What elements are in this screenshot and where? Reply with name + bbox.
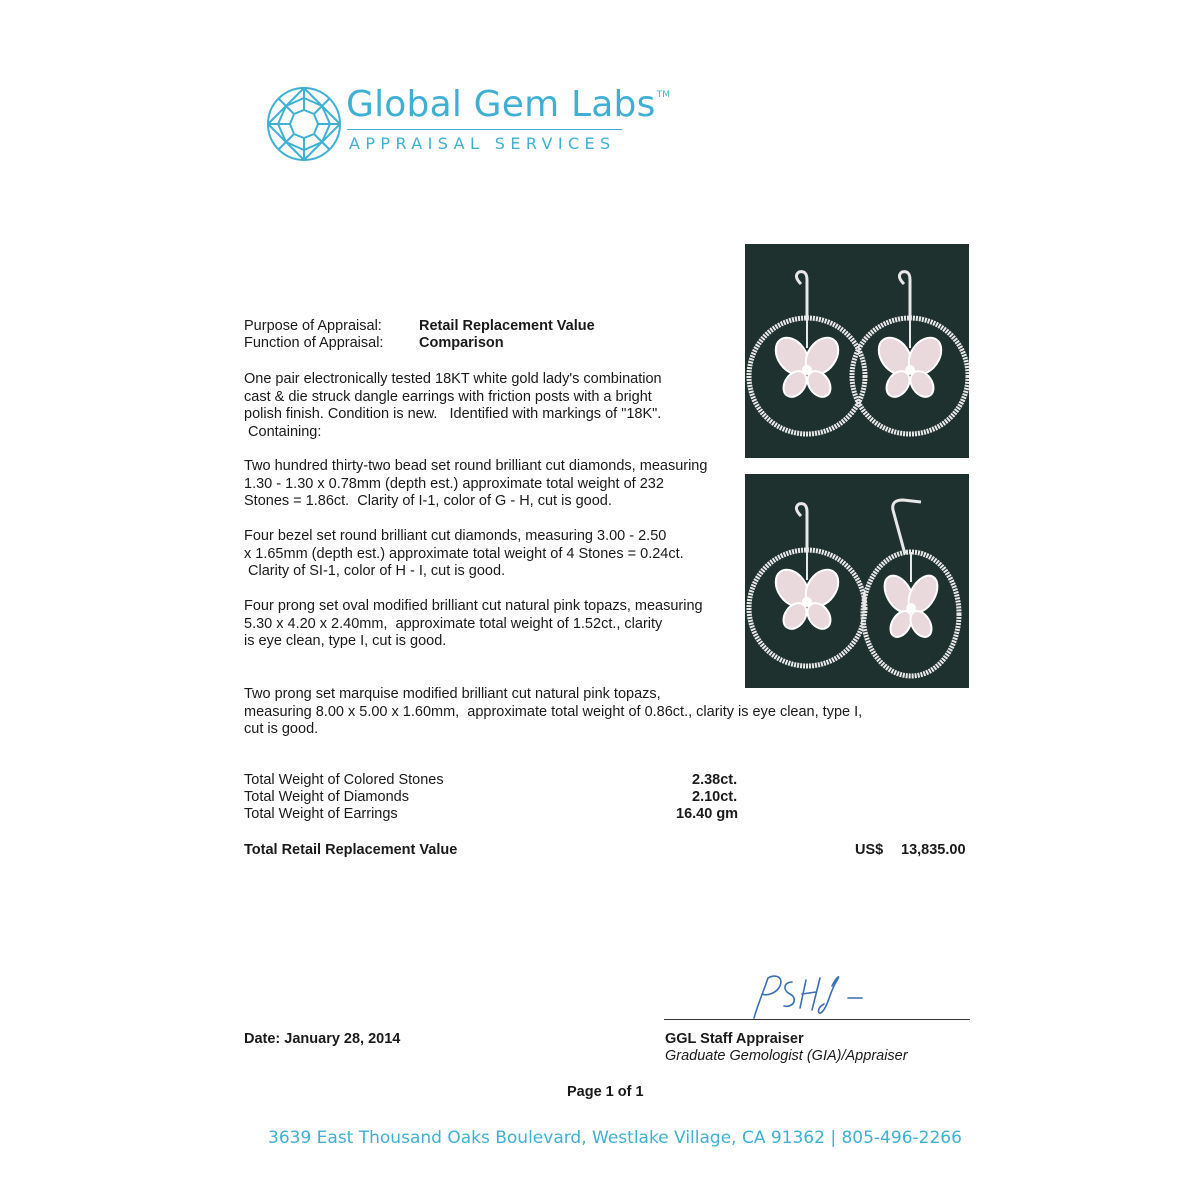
- gem-logo-icon: [266, 86, 342, 162]
- stone-paragraph-3: Four prong set oval modified brilliant cut natural pink topazs, measuring 5.30 x 4.20 x 2.40mm, approximate total weight of 1.52ct., clarity is eye clean, type I, cut is good.: [244, 598, 703, 649]
- total-value-colored-stones: 2.38ct.: [692, 772, 738, 788]
- purpose-label: Purpose of Appraisal:: [244, 318, 382, 334]
- earrings-photo-front: [745, 244, 969, 458]
- earrings-photo-side: [745, 474, 969, 688]
- stone-paragraph-2: Four bezel set round brilliant cut diamonds, measuring 3.00 - 2.50 x 1.65mm (depth est.) approximate total weight of 4 Stones = 0.24ct. Clarity of SI-1, color of H - I, cut is good.: [244, 528, 684, 579]
- stone-paragraph-1: Two hundred thirty-two bead set round brilliant cut diamonds, measuring 1.30 - 1.30 x 0.78mm (depth est.) approximate total weight of 232 Stones = 1.86ct. Clarity of I-1, color of G - H, cut is good.: [244, 458, 708, 509]
- brand-divider: [347, 129, 622, 130]
- stone-paragraph-4: Two prong set marquise modified brilliant cut natural pink topazs, measuring 8.00 x 5.00 x 1.60mm, approximate total weight of 0.86ct., clarity is eye clean, type I, cut is good.: [244, 686, 863, 737]
- purpose-value: Retail Replacement Value: [419, 318, 595, 334]
- retail-total-currency: US$: [855, 842, 884, 858]
- appraiser-title: GGL Staff Appraiser: [665, 1031, 804, 1047]
- brand-subtitle: APPRAISAL SERVICES: [349, 134, 616, 153]
- footer-address: 3639 East Thousand Oaks Boulevard, Westlake Village, CA 91362 | 805-496-2266: [268, 1128, 962, 1148]
- appraiser-credential: Graduate Gemologist (GIA)/Appraiser: [665, 1048, 908, 1064]
- trademark: TM: [656, 90, 671, 100]
- total-label-diamonds: Total Weight of Diamonds: [244, 789, 409, 805]
- function-value: Comparison: [419, 335, 504, 351]
- appraiser-signature: [740, 968, 870, 1020]
- total-label-earrings: Total Weight of Earrings: [244, 806, 398, 822]
- total-value-earrings: 16.40 gm: [676, 806, 739, 822]
- appraisal-date: Date: January 28, 2014: [244, 1031, 401, 1047]
- total-label-colored-stones: Total Weight of Colored Stones: [244, 772, 444, 788]
- brand-name: Global Gem Labs™: [346, 84, 671, 125]
- retail-total-label: Total Retail Replacement Value: [244, 842, 458, 858]
- function-label: Function of Appraisal:: [244, 335, 384, 351]
- page-number: Page 1 of 1: [567, 1084, 644, 1100]
- retail-total-amount: 13,835.00: [901, 842, 966, 858]
- total-value-diamonds: 2.10ct.: [692, 789, 738, 805]
- signature-line: [664, 1019, 970, 1020]
- item-description: One pair electronically tested 18KT white gold lady's combination cast & die struck dangle earrings with friction posts with a bright polish finish. Condition is new. Identified with markings of "18K". Containing:: [244, 371, 662, 440]
